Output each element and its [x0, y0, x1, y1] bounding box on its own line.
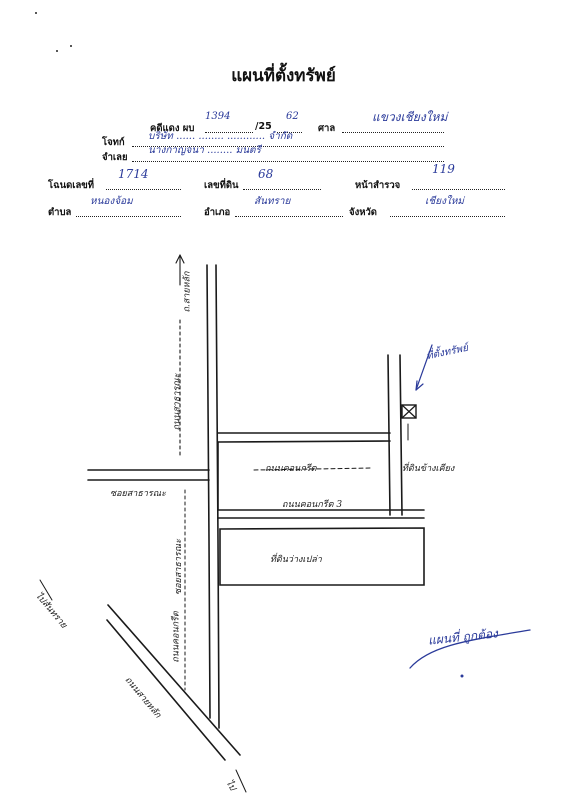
property-location-label: ที่ตั้งทรัพย์: [425, 342, 470, 363]
plaintiff-label: โจทก์: [102, 137, 125, 148]
court-label: ศาล: [318, 123, 336, 134]
case-label: คดีแดง ผบ: [150, 123, 195, 134]
court-value: แขวงเชียงใหม่: [372, 110, 448, 124]
mid-lane-label: ถนนคอนกรีต 3: [282, 500, 343, 510]
diagonal-road-bottom-edge: [107, 620, 225, 760]
district-label: อำเภอ: [204, 207, 231, 218]
survey-page-value: 119: [432, 162, 455, 176]
deed-number: 1714: [118, 167, 149, 181]
inner-lane-label: ถนนคอนกรีต: [265, 464, 317, 474]
side-plot-label: ที่ดินข้างเคียง: [402, 464, 455, 474]
plaintiff-value: บริษัท ...... ........ ............ จำกัด: [148, 131, 293, 142]
arrow-left-label: ไปสันทราย: [33, 590, 69, 631]
arrow-bottom-label: ไป: [223, 778, 238, 793]
document-title: แผนที่ตั้งทรัพย์: [231, 66, 336, 86]
case-number: 1394: [205, 111, 231, 122]
vertical-road-lower-label: ซอยสาธารณะ: [173, 539, 184, 595]
land-no-value: 68: [258, 167, 274, 181]
vertical-road-left-edge: [207, 265, 210, 718]
lower-road-label: ซอยสาธารณะ: [110, 489, 166, 499]
empty-plot-label: ที่ดินว่างเปล่า: [270, 555, 322, 565]
case-year: 62: [286, 111, 299, 122]
deed-label: โฉนดเลขที่: [48, 180, 95, 191]
case-year-separator: /25: [255, 121, 272, 132]
surveyor-signature: แผนที่ ถูกต้อง: [427, 626, 499, 648]
province-label: จังหวัด: [349, 207, 377, 218]
defendant-value: นางกาญจนา ........ มนตรี: [148, 145, 261, 156]
subdistrict-label: ตำบล: [48, 207, 72, 218]
province-value: เชียงใหม่: [425, 196, 465, 207]
subdistrict-value: หนองจ้อม: [90, 196, 133, 207]
property-road-left-edge: [388, 355, 390, 515]
survey-page-label: หน้าสำรวจ: [355, 180, 401, 191]
vertical-road-label: ถนนสาธารณะ: [172, 373, 183, 431]
diagonal-road-label: ถนนสายหลัก: [122, 675, 163, 721]
vertical-road-bottom-label: ถนนคอนกรีต: [171, 611, 182, 663]
land-no-label: เลขที่ดิน: [204, 180, 239, 191]
district-value: สันทราย: [254, 196, 291, 207]
property-road-right-edge: [400, 355, 402, 515]
arrow-top-label: ถ.สายหลัก: [182, 271, 193, 313]
empty-plot: [220, 528, 424, 585]
defendant-label: จำเลย: [102, 152, 128, 163]
